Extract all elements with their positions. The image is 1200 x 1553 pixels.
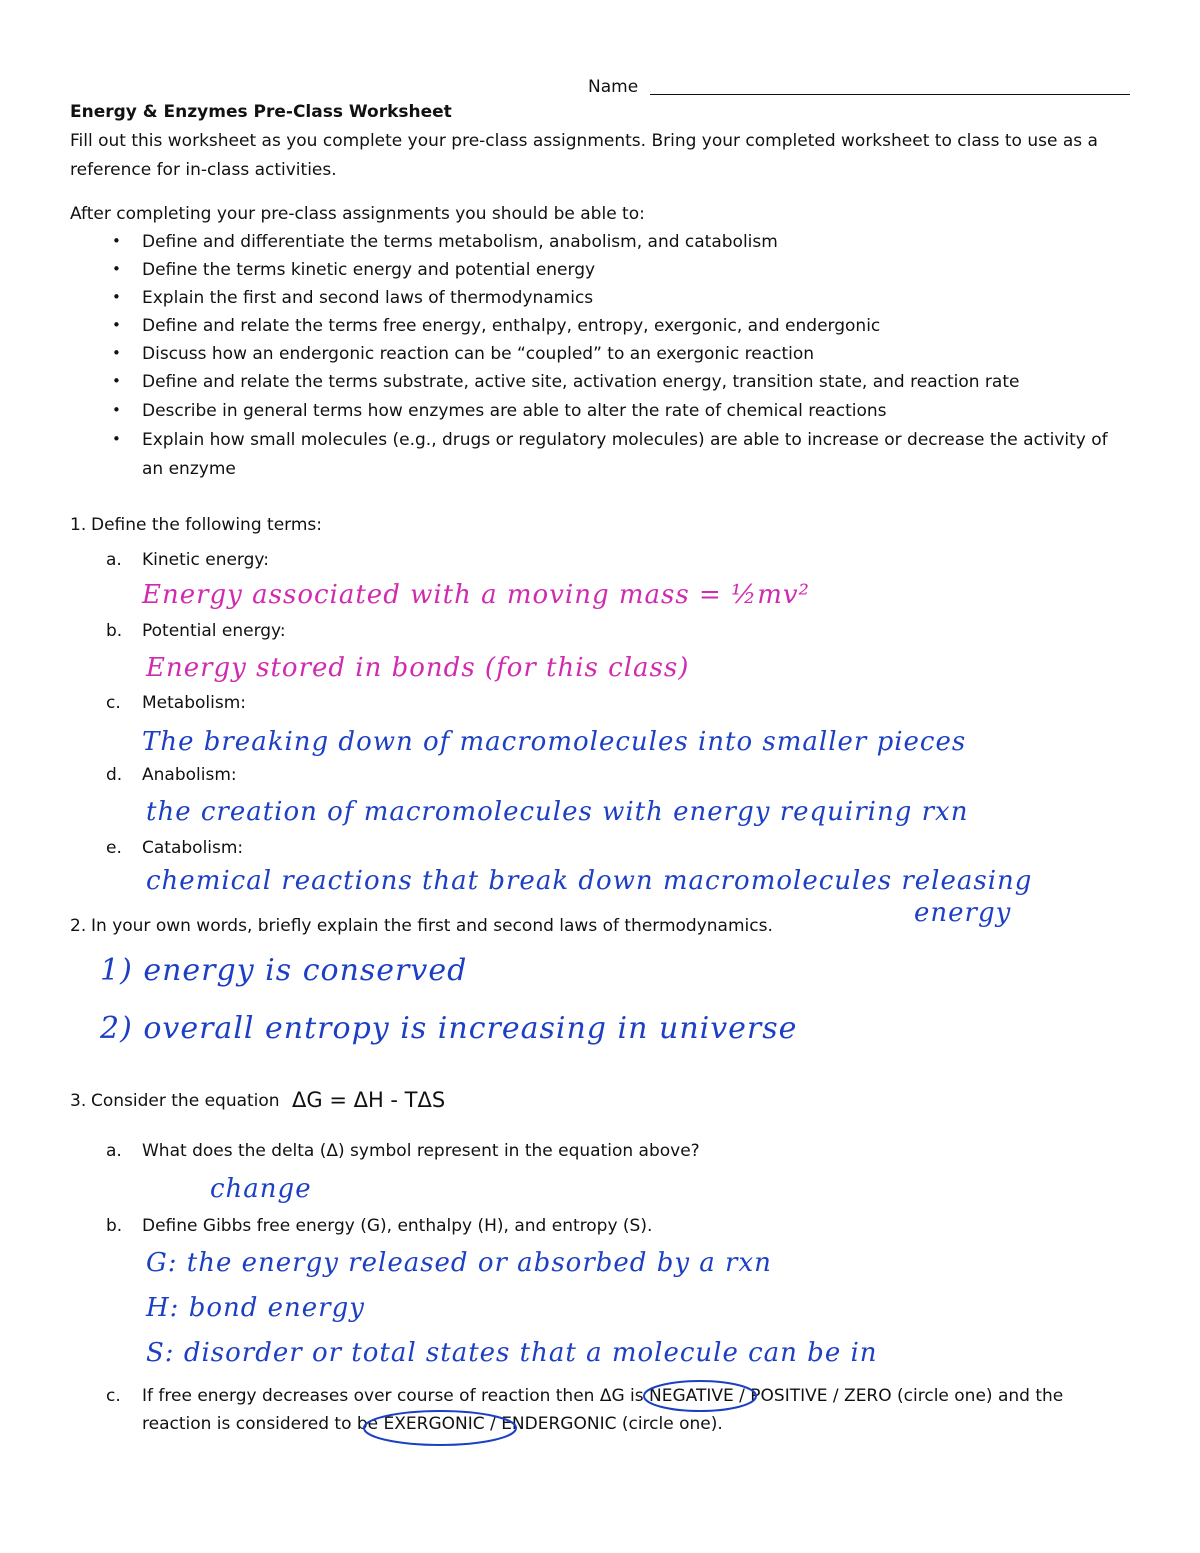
name-field[interactable] [650,94,1130,95]
q3c-line1-post: / POSITIVE / ZERO (circle one) and the [739,1386,1064,1406]
objective-item: Define and relate the terms free energy, enthalpy, entropy, exergonic, and endergonic [142,316,881,336]
intro-line-1: Fill out this worksheet as you complete your pre-class assignments. Bring your completed worksheet to class to use as a [70,131,1098,151]
q1-prompt: Define the following terms: [91,515,322,535]
q3-prompt: Consider the equation [91,1091,280,1111]
q1e-letter: e. [106,838,122,858]
q3a-answer: change [210,1174,312,1204]
q2-number: 2. [70,916,87,936]
q3b-answer-g: G: the energy released or absorbed by a rxn [146,1248,772,1278]
q3a-letter: a. [106,1141,122,1161]
option-negative[interactable]: NEGATIVE [649,1386,734,1406]
bullet-icon: • [112,316,121,334]
objective-item: Define and differentiate the terms metabolism, anabolism, and catabolism [142,232,778,252]
name-label: Name [588,77,639,97]
q1a-label: Kinetic energy: [142,550,269,570]
q3c-line1-pre: If free energy decreases over course of reaction then ΔG is [142,1386,644,1406]
q3c-line2-pre: reaction is considered to be [142,1414,379,1434]
q3b-answer-h: H: bond energy [146,1293,365,1323]
q3-equation: ΔG = ΔH - TΔS [292,1088,446,1112]
bullet-icon: • [112,401,121,419]
option-exergonic[interactable]: EXERGONIC [383,1414,485,1434]
bullet-icon: • [112,430,121,448]
q1b-letter: b. [106,621,123,641]
q2-prompt: In your own words, briefly explain the first and second laws of thermodynamics. [91,916,773,936]
q2-answer-1: 1) energy is conserved [100,953,468,988]
objective-item: Explain the first and second laws of thermodynamics [142,288,594,308]
q1c-letter: c. [106,693,121,713]
q3a-text: What does the delta (Δ) symbol represent in the equation above? [142,1141,700,1161]
q2-answer-2: 2) overall entropy is increasing in universe [100,1011,798,1046]
q3b-letter: b. [106,1216,123,1236]
q1b-answer: Energy stored in bonds (for this class) [146,653,690,683]
objective-item: Discuss how an endergonic reaction can be “coupled” to an exergonic reaction [142,344,815,364]
q1b-label: Potential energy: [142,621,286,641]
q3b-answer-s: S: disorder or total states that a molecule can be in [146,1338,878,1368]
objective-item-continued: an enzyme [142,459,236,479]
objective-item: Explain how small molecules (e.g., drugs or regulatory molecules) are able to increase or decrease the activity of [142,430,1108,450]
q1-number: 1. [70,515,87,535]
q3c-line1 [142,1385,1063,1407]
bullet-icon: • [112,260,121,278]
q1e-answer: chemical reactions that break down macromolecules releasing [146,866,1033,896]
q1d-letter: d. [106,765,123,785]
bullet-icon: • [112,372,121,390]
q3c-line2 [142,1413,723,1435]
objective-item: Define and relate the terms substrate, active site, activation energy, transition state, and reaction rate [142,372,1020,392]
q1e-label: Catabolism: [142,838,244,858]
q1e-answer-line2: energy [914,898,1012,928]
q3-number: 3. [70,1091,87,1111]
q3c-letter: c. [106,1386,121,1406]
q1d-label: Anabolism: [142,765,237,785]
q1d-answer: the creation of macromolecules with energy requiring rxn [146,797,969,827]
q1c-label: Metabolism: [142,693,246,713]
intro-line-2: reference for in-class activities. [70,160,337,180]
q1a-letter: a. [106,550,122,570]
q1a-answer: Energy associated with a moving mass = ½mv² [142,580,810,610]
q3b-text: Define Gibbs free energy (G), enthalpy (H), and entropy (S). [142,1216,653,1236]
bullet-icon: • [112,232,121,250]
objectives-lead: After completing your pre-class assignments you should be able to: [70,204,645,224]
bullet-icon: • [112,344,121,362]
q1c-answer: The breaking down of macromolecules into smaller pieces [142,727,967,757]
bullet-icon: • [112,288,121,306]
worksheet-title: Energy & Enzymes Pre-Class Worksheet [70,102,452,122]
objective-item: Describe in general terms how enzymes are able to alter the rate of chemical reactions [142,401,887,421]
q3c-line2-post: / ENDERGONIC (circle one). [490,1414,723,1434]
objective-item: Define the terms kinetic energy and potential energy [142,260,596,280]
